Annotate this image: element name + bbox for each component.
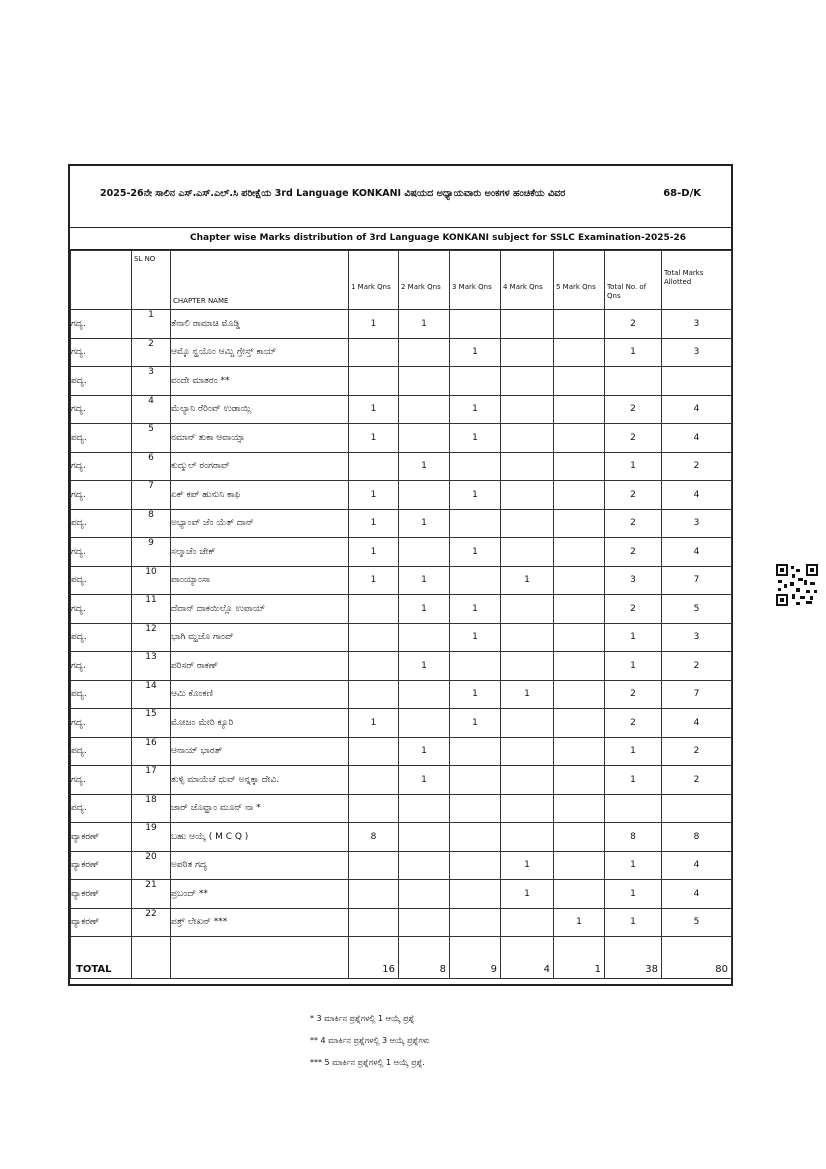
document-subtitle: Chapter wise Marks distribution of 3rd Language KONKANI subject for SSLC Examination-2025-26 xyxy=(190,233,687,243)
header-2-mark: 2 Mark Qns xyxy=(399,251,450,310)
row-type: ಗದ್ಯ. xyxy=(71,595,132,624)
document-title: 2025-26ನೇ ಸಾಲಿನ ಎಸ್.ಎಸ್.ಎಲ್.ಸಿ ಪರೀಕ್ಷೆಯ 3rd Language KONKANI ವಿಷಯದ ಅಧ್ಯಾಯವಾರು ಅಂಕಗಳ ಹಂಚಿಕೆಯ ವಿವರ xyxy=(100,188,566,199)
row-3-mark xyxy=(450,452,501,481)
row-chapter-name: ಪ್ರಬಂದ್ ** xyxy=(171,880,349,909)
total-1-mark: 16 xyxy=(349,937,399,979)
table-row xyxy=(71,338,732,367)
row-2-mark xyxy=(399,908,450,937)
total-row xyxy=(71,937,732,979)
row-4-mark xyxy=(501,452,554,481)
row-type: ಗದ್ಯ. xyxy=(71,766,132,795)
row-sl: 4 xyxy=(132,395,171,424)
table-row xyxy=(71,737,732,766)
row-total-qns: 2 xyxy=(605,709,662,738)
row-total-qns: 2 xyxy=(605,538,662,567)
row-4-mark xyxy=(501,367,554,396)
row-2-mark xyxy=(399,481,450,510)
row-chapter-name: ತುಳ್ಸಿ ಮಾಯೆಚೆ ಧುವ್ ಅನ್ನಕ್ಕಾ ದೇವಿ. xyxy=(171,766,349,795)
row-1-mark xyxy=(349,737,399,766)
row-total-marks: 8 xyxy=(662,823,732,852)
row-type: ಗದ್ಯ. xyxy=(71,395,132,424)
row-1-mark: 1 xyxy=(349,424,399,453)
table-row xyxy=(71,395,732,424)
row-sl: 17 xyxy=(132,766,171,795)
row-sl: 14 xyxy=(132,680,171,709)
row-sl: 3 xyxy=(132,367,171,396)
row-total-marks: 4 xyxy=(662,424,732,453)
row-1-mark xyxy=(349,680,399,709)
row-type: ಗದ್ಯ. xyxy=(71,338,132,367)
row-4-mark: 1 xyxy=(501,680,554,709)
row-5-mark xyxy=(554,680,605,709)
row-chapter-name: ಆಮಿ ಕೊಂಕಣಿ xyxy=(171,680,349,709)
row-1-mark xyxy=(349,338,399,367)
qr-code-icon xyxy=(776,564,818,606)
row-sl: 21 xyxy=(132,880,171,909)
row-2-mark xyxy=(399,338,450,367)
header-total-marks: Total Marks Allotted xyxy=(662,251,732,310)
row-5-mark xyxy=(554,794,605,823)
table-row xyxy=(71,310,732,339)
row-1-mark: 1 xyxy=(349,509,399,538)
row-type: ವ್ಯಾಕರಣ್ xyxy=(71,880,132,909)
row-4-mark xyxy=(501,338,554,367)
row-total-qns: 2 xyxy=(605,680,662,709)
row-chapter-name: ಪಾಂಯ್ಯಾಂಸಾ xyxy=(171,566,349,595)
row-total-marks: 3 xyxy=(662,310,732,339)
table-row xyxy=(71,424,732,453)
row-chapter-name: ಆನಾಯ್ ಭಾರತ್ xyxy=(171,737,349,766)
row-5-mark xyxy=(554,823,605,852)
header-type xyxy=(71,251,132,310)
row-total-marks: 4 xyxy=(662,538,732,567)
row-sl: 10 xyxy=(132,566,171,595)
footnote-1: * 3 ಮಾರ್ಕಿನ ಪ್ರಶ್ನೆಗಳಲ್ಲಿ 1 ಆಯ್ಕೆ ಪ್ರಶ್ನೆ xyxy=(310,1014,415,1023)
row-total-marks: 2 xyxy=(662,652,732,681)
row-1-mark xyxy=(349,452,399,481)
row-4-mark xyxy=(501,538,554,567)
row-total-qns: 1 xyxy=(605,908,662,937)
table-row xyxy=(71,652,732,681)
row-chapter-name: ಅಭ್ಯಾಂವ್ ಜೆಂ ಯೆತ್ ದಾನ್ xyxy=(171,509,349,538)
row-3-mark: 1 xyxy=(450,338,501,367)
row-type: ವ್ಯಾಕರಣ್ xyxy=(71,851,132,880)
row-3-mark: 1 xyxy=(450,395,501,424)
document-code: 68-D/K xyxy=(663,188,701,199)
row-2-mark xyxy=(399,680,450,709)
total-qns: 38 xyxy=(605,937,662,979)
row-2-mark: 1 xyxy=(399,595,450,624)
subtitle-row xyxy=(70,228,731,250)
row-total-qns: 2 xyxy=(605,595,662,624)
row-sl: 9 xyxy=(132,538,171,567)
table-row xyxy=(71,794,732,823)
row-5-mark xyxy=(554,880,605,909)
row-2-mark: 1 xyxy=(399,310,450,339)
table-row xyxy=(71,595,732,624)
row-4-mark xyxy=(501,709,554,738)
row-sl: 19 xyxy=(132,823,171,852)
row-total-qns: 1 xyxy=(605,623,662,652)
row-type: ಗದ್ಯ. xyxy=(71,652,132,681)
row-4-mark xyxy=(501,424,554,453)
row-1-mark xyxy=(349,851,399,880)
row-sl: 15 xyxy=(132,709,171,738)
row-3-mark xyxy=(450,367,501,396)
row-2-mark xyxy=(399,851,450,880)
row-sl: 16 xyxy=(132,737,171,766)
row-total-qns: 3 xyxy=(605,566,662,595)
row-sl: 6 xyxy=(132,452,171,481)
row-4-mark xyxy=(501,623,554,652)
row-chapter-name: ಅಪಠಿತ ಗದ್ಯ xyxy=(171,851,349,880)
row-3-mark xyxy=(450,908,501,937)
marks-distribution-document xyxy=(68,164,733,986)
row-3-mark: 1 xyxy=(450,538,501,567)
row-sl: 5 xyxy=(132,424,171,453)
row-3-mark xyxy=(450,880,501,909)
row-sl: 2 xyxy=(132,338,171,367)
row-4-mark xyxy=(501,737,554,766)
row-5-mark: 1 xyxy=(554,908,605,937)
row-5-mark xyxy=(554,338,605,367)
header-4-mark: 4 Mark Qns xyxy=(501,251,554,310)
row-sl: 13 xyxy=(132,652,171,681)
footnote-2: ** 4 ಮಾರ್ಕಿನ ಪ್ರಶ್ನೆಗಳಲ್ಲಿ 3 ಆಯ್ಕೆ ಪ್ರಶ್ನೆಗಳು xyxy=(310,1036,430,1045)
header-total-qns: Total No. of Qns xyxy=(605,251,662,310)
row-2-mark xyxy=(399,823,450,852)
row-5-mark xyxy=(554,623,605,652)
table-row xyxy=(71,566,732,595)
row-type: ಪದ್ಯ. xyxy=(71,680,132,709)
row-1-mark: 8 xyxy=(349,823,399,852)
header-3-mark: 3 Mark Qns xyxy=(450,251,501,310)
table-row xyxy=(71,908,732,937)
row-chapter-name: ದೆವಾನ್ ದಾಕಯಿಲ್ಲೊ ಉಪಾಯ್ xyxy=(171,595,349,624)
row-total-marks: 2 xyxy=(662,452,732,481)
row-4-mark xyxy=(501,908,554,937)
row-chapter-name: ಮೋಜಂ ಮೇರಿ ಕ್ಯೂರಿ xyxy=(171,709,349,738)
row-total-marks: 7 xyxy=(662,566,732,595)
row-sl: 1 xyxy=(132,310,171,339)
row-5-mark xyxy=(554,367,605,396)
row-chapter-name: ಕುದ್ಮುಲ್ ರಂಗರಾವ್ xyxy=(171,452,349,481)
table-row xyxy=(71,766,732,795)
row-chapter-name: ವಂದೇ ಮಾತರಂ ** xyxy=(171,367,349,396)
row-3-mark: 1 xyxy=(450,623,501,652)
row-5-mark xyxy=(554,766,605,795)
row-5-mark xyxy=(554,395,605,424)
total-label: TOTAL xyxy=(71,937,132,979)
row-3-mark xyxy=(450,766,501,795)
row-2-mark xyxy=(399,794,450,823)
row-4-mark xyxy=(501,794,554,823)
row-3-mark xyxy=(450,310,501,339)
row-1-mark xyxy=(349,623,399,652)
row-total-qns xyxy=(605,794,662,823)
row-total-qns: 1 xyxy=(605,652,662,681)
row-5-mark xyxy=(554,566,605,595)
row-3-mark xyxy=(450,823,501,852)
row-1-mark: 1 xyxy=(349,566,399,595)
total-5-mark: 1 xyxy=(554,937,605,979)
row-4-mark: 1 xyxy=(501,880,554,909)
row-type: ಪದ್ಯ. xyxy=(71,623,132,652)
footnote-3: *** 5 ಮಾರ್ಕಿನ ಪ್ರಶ್ನೆಗಳಲ್ಲಿ 1 ಆಯ್ಕೆ ಪ್ರಶ್ನೆ. xyxy=(310,1058,425,1067)
row-type: ವ್ಯಾಕರಣ್ xyxy=(71,908,132,937)
row-5-mark xyxy=(554,310,605,339)
row-3-mark: 1 xyxy=(450,680,501,709)
row-total-qns: 2 xyxy=(605,310,662,339)
row-1-mark xyxy=(349,766,399,795)
row-3-mark xyxy=(450,794,501,823)
row-type: ಪದ್ಯ. xyxy=(71,566,132,595)
row-chapter-name: ನಮಾನ್ ತುಕಾ ಆವಾಯ್ಸಾ xyxy=(171,424,349,453)
row-2-mark xyxy=(399,367,450,396)
row-total-qns: 8 xyxy=(605,823,662,852)
row-5-mark xyxy=(554,851,605,880)
row-total-qns: 1 xyxy=(605,737,662,766)
row-type: ಪದ್ಯ. xyxy=(71,424,132,453)
row-2-mark: 1 xyxy=(399,509,450,538)
row-chapter-name: ಮೆಲ್ಯಾನಿ ರೆರಿಂವ್ ಉಡಾಯ್ಲಿ xyxy=(171,395,349,424)
row-total-qns: 2 xyxy=(605,509,662,538)
row-4-mark xyxy=(501,595,554,624)
row-2-mark: 1 xyxy=(399,766,450,795)
row-5-mark xyxy=(554,652,605,681)
row-4-mark xyxy=(501,652,554,681)
row-2-mark xyxy=(399,880,450,909)
row-1-mark xyxy=(349,652,399,681)
table-row xyxy=(71,538,732,567)
row-3-mark xyxy=(450,509,501,538)
row-3-mark xyxy=(450,851,501,880)
row-chapter-name: ಏಕ್ ಕಪ್ ಹುನುನಿ ಕಾಫಿ xyxy=(171,481,349,510)
table-row xyxy=(71,851,732,880)
row-total-marks: 3 xyxy=(662,623,732,652)
row-chapter-name: ತೆನಾಲಿ ರಾಮಾಚಿ ಮೊಡ್ಡಿ xyxy=(171,310,349,339)
row-5-mark xyxy=(554,509,605,538)
row-total-marks: 5 xyxy=(662,908,732,937)
row-total-qns: 2 xyxy=(605,395,662,424)
total-3-mark: 9 xyxy=(450,937,501,979)
row-type: ಪದ್ಯ. xyxy=(71,794,132,823)
row-1-mark xyxy=(349,880,399,909)
total-marks: 80 xyxy=(662,937,732,979)
row-3-mark: 1 xyxy=(450,595,501,624)
row-5-mark xyxy=(554,709,605,738)
row-1-mark xyxy=(349,367,399,396)
row-total-marks xyxy=(662,794,732,823)
row-1-mark: 1 xyxy=(349,709,399,738)
row-3-mark: 1 xyxy=(450,709,501,738)
row-sl: 20 xyxy=(132,851,171,880)
row-type: ಪದ್ಯ. xyxy=(71,367,132,396)
row-chapter-name: ಬಹು ಆಯ್ಕೆ ( M C Q ) xyxy=(171,823,349,852)
total-4-mark: 4 xyxy=(501,937,554,979)
row-1-mark xyxy=(349,908,399,937)
title-row xyxy=(70,166,731,228)
row-4-mark xyxy=(501,766,554,795)
row-type: ಪದ್ಯ. xyxy=(71,509,132,538)
row-3-mark xyxy=(450,652,501,681)
row-total-marks: 4 xyxy=(662,395,732,424)
row-2-mark xyxy=(399,395,450,424)
header-sl-no: SL NO xyxy=(132,251,171,310)
row-total-marks: 2 xyxy=(662,737,732,766)
row-2-mark xyxy=(399,538,450,567)
row-type: ಗದ್ಯ. xyxy=(71,452,132,481)
row-1-mark: 1 xyxy=(349,538,399,567)
total-empty-sl xyxy=(132,937,171,979)
row-total-marks: 3 xyxy=(662,509,732,538)
row-3-mark xyxy=(450,737,501,766)
row-5-mark xyxy=(554,538,605,567)
row-type: ಗದ್ಯ. xyxy=(71,481,132,510)
row-1-mark: 1 xyxy=(349,395,399,424)
table-row xyxy=(71,367,732,396)
marks-table xyxy=(70,250,732,979)
row-4-mark xyxy=(501,823,554,852)
row-4-mark xyxy=(501,395,554,424)
table-row xyxy=(71,509,732,538)
row-3-mark: 1 xyxy=(450,481,501,510)
row-2-mark xyxy=(399,623,450,652)
row-type: ಗದ್ಯ. xyxy=(71,538,132,567)
row-total-marks xyxy=(662,367,732,396)
row-total-marks: 4 xyxy=(662,481,732,510)
row-total-qns: 1 xyxy=(605,880,662,909)
row-chapter-name: ಭಾಗಿ ಮ್ಹಜೊ ಗಾಂವ್ xyxy=(171,623,349,652)
row-type: ವ್ಯಾಕರಣ್ xyxy=(71,823,132,852)
row-2-mark: 1 xyxy=(399,452,450,481)
row-total-qns: 1 xyxy=(605,766,662,795)
header-1-mark: 1 Mark Qns xyxy=(349,251,399,310)
table-row xyxy=(71,709,732,738)
row-1-mark xyxy=(349,595,399,624)
row-total-marks: 5 xyxy=(662,595,732,624)
row-5-mark xyxy=(554,595,605,624)
table-row xyxy=(71,452,732,481)
row-1-mark: 1 xyxy=(349,481,399,510)
row-2-mark xyxy=(399,424,450,453)
header-5-mark: 5 Mark Qns xyxy=(554,251,605,310)
row-sl: 8 xyxy=(132,509,171,538)
row-total-qns: 2 xyxy=(605,424,662,453)
row-total-qns xyxy=(605,367,662,396)
row-2-mark: 1 xyxy=(399,737,450,766)
row-4-mark xyxy=(501,509,554,538)
row-total-marks: 4 xyxy=(662,709,732,738)
total-empty-name xyxy=(171,937,349,979)
total-2-mark: 8 xyxy=(399,937,450,979)
row-sl: 22 xyxy=(132,908,171,937)
row-total-marks: 2 xyxy=(662,766,732,795)
row-4-mark: 1 xyxy=(501,851,554,880)
row-sl: 12 xyxy=(132,623,171,652)
table-row xyxy=(71,823,732,852)
row-total-marks: 4 xyxy=(662,880,732,909)
row-total-qns: 1 xyxy=(605,452,662,481)
row-type: ಗದ್ಯ. xyxy=(71,709,132,738)
row-5-mark xyxy=(554,737,605,766)
row-1-mark xyxy=(349,794,399,823)
row-type: ಪದ್ಯ. xyxy=(71,737,132,766)
row-sl: 7 xyxy=(132,481,171,510)
row-total-qns: 1 xyxy=(605,338,662,367)
table-row xyxy=(71,481,732,510)
row-total-marks: 7 xyxy=(662,680,732,709)
row-total-qns: 2 xyxy=(605,481,662,510)
header-row xyxy=(71,251,732,310)
table-row xyxy=(71,623,732,652)
footnotes xyxy=(310,1008,430,1074)
row-4-mark xyxy=(501,481,554,510)
row-2-mark xyxy=(399,709,450,738)
row-chapter-name: ಪತ್ರ್ ಲೇಖನ್ *** xyxy=(171,908,349,937)
row-chapter-name: ಜಾರ್ ಜೊವ್ಹಾಂ ಮೂನ್ ನಾ * xyxy=(171,794,349,823)
row-total-qns: 1 xyxy=(605,851,662,880)
row-5-mark xyxy=(554,481,605,510)
row-2-mark: 1 xyxy=(399,566,450,595)
row-total-marks: 4 xyxy=(662,851,732,880)
row-chapter-name: ಸಲ್ಮಾಚೆಂ ಜೇಕ್ xyxy=(171,538,349,567)
row-3-mark: 1 xyxy=(450,424,501,453)
row-chapter-name: ಪರಿಸರ್ ರಾಕಣ್ xyxy=(171,652,349,681)
row-2-mark: 1 xyxy=(399,652,450,681)
row-total-marks: 3 xyxy=(662,338,732,367)
row-5-mark xyxy=(554,452,605,481)
row-sl: 18 xyxy=(132,794,171,823)
row-chapter-name: ಆಮ್ಕೊ ನ್ಹಯೊಂ ಆಮ್ಚಿ ಗ್ರೇಸ್ತ್ ಕಾಯ್ xyxy=(171,338,349,367)
table-row xyxy=(71,880,732,909)
row-5-mark xyxy=(554,424,605,453)
row-4-mark: 1 xyxy=(501,566,554,595)
row-1-mark: 1 xyxy=(349,310,399,339)
row-sl: 11 xyxy=(132,595,171,624)
row-type: ಗದ್ಯ. xyxy=(71,310,132,339)
table-row xyxy=(71,680,732,709)
row-3-mark xyxy=(450,566,501,595)
header-chapter-name: CHAPTER NAME xyxy=(171,251,349,310)
row-4-mark xyxy=(501,310,554,339)
